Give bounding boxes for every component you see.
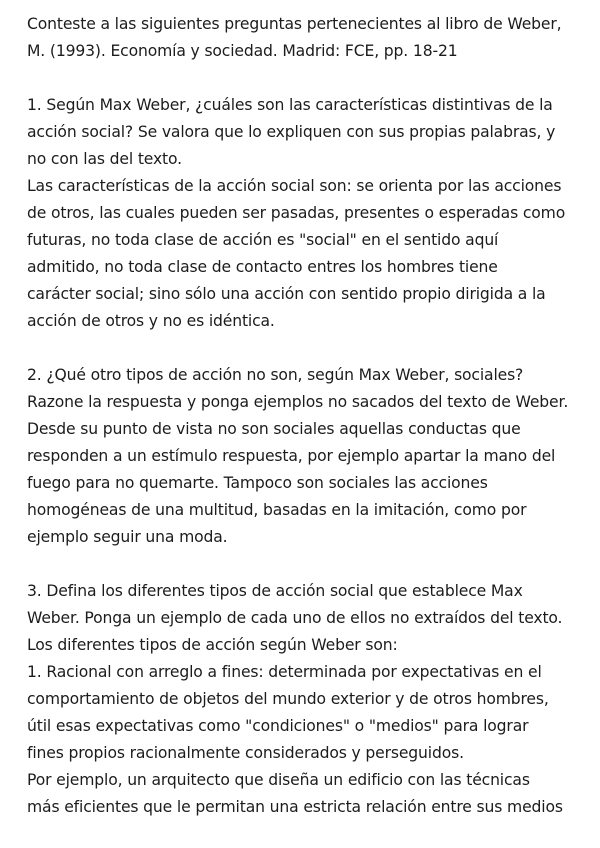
text-line: más eficientes que le permitan una estricta relación entre sus medios [27,798,563,816]
text-line: M. (1993). Economía y sociedad. Madrid: FCE, pp. 18-21 [27,42,458,60]
text-line: 3. Defina los diferentes tipos de acción social que establece Max [27,582,523,600]
text-line: de otros, las cuales pueden ser pasadas, presentes o esperadas como [27,204,566,222]
text-line: acción de otros y no es idéntica. [27,312,275,330]
text-line: ejemplo seguir una moda. [27,528,228,546]
paragraph-gap [27,65,586,92]
text-line: responden a un estímulo respuesta, por ejemplo apartar la mano del [27,447,556,465]
text-line: 1. Racional con arreglo a fines: determinada por expectativas en el [27,663,542,681]
text-line: Desde su punto de vista no son sociales aquellas conductas que [27,420,521,438]
question-2-section [27,362,586,551]
text-line: útil esas expectativas como "condiciones" o "medios" para lograr [27,717,529,735]
text-line: futuras, no toda clase de acción es "social" en el sentido aquí [27,231,499,249]
text-line: 1. Según Max Weber, ¿cuáles son las características distintivas de la [27,96,553,114]
question-1-section [27,92,586,335]
text-line: Conteste a las siguientes preguntas pertenecientes al libro de Weber, [27,15,562,33]
text-line: Razone la respuesta y ponga ejemplos no sacados del texto de Weber. [27,393,569,411]
text-line: carácter social; sino sólo una acción con sentido propio dirigida a la [27,285,546,303]
text-line: comportamiento de objetos del mundo exterior y de otros hombres, [27,690,549,708]
text-line: fuego para no quemarte. Tampoco son sociales las acciones [27,474,488,492]
text-line: Las características de la acción social son: se orienta por las acciones [27,177,562,195]
text-line: Por ejemplo, un arquitecto que diseña un edificio con las técnicas [27,771,530,789]
intro-paragraph [27,11,586,65]
paragraph-gap [27,551,586,578]
text-line: no con las del texto. [27,150,182,168]
text-line: Los diferentes tipos de acción según Weber son: [27,636,398,654]
text-line: 2. ¿Qué otro tipos de acción no son, según Max Weber, sociales? [27,366,524,384]
paragraph-gap [27,335,586,362]
text-line: admitido, no toda clase de contacto entres los hombres tiene [27,258,498,276]
text-line: Weber. Ponga un ejemplo de cada uno de ellos no extraídos del texto. [27,609,563,627]
text-line: acción social? Se valora que lo expliquen con sus propias palabras, y [27,123,556,141]
text-line: fines propios racionalmente considerados y perseguidos. [27,744,464,762]
question-3-section [27,578,586,821]
text-line: homogéneas de una multitud, basadas en la imitación, como por [27,501,527,519]
